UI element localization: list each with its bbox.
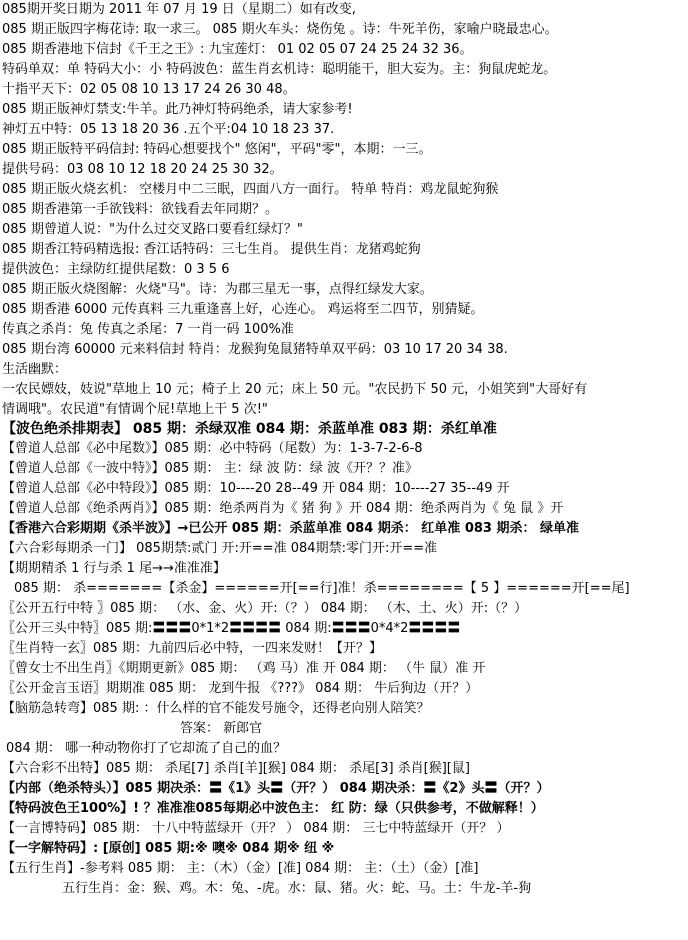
text-line: 〖公开三头中特〗085 期:〓〓〓0*1*2〓〓〓〓 084 期:〓〓〓0*4*2〓〓〓〓 bbox=[2, 621, 461, 636]
text-line: 085 期曾道人说："为什么过交叉路口要看红绿灯？" bbox=[2, 222, 303, 237]
text-line: 情调哦"。农民道"有情调个屁!草地上干 5 次!" bbox=[2, 402, 268, 417]
text-line: 生活幽默： bbox=[2, 362, 68, 377]
text-line: 【脑筋急转弯】085 期: ：什么样的官不能发号施令，还得老向别人陪笑？ bbox=[2, 701, 430, 716]
text-line: 【香港六合彩期期《杀半波》】→已公开 085 期：杀蓝单准 084 期杀： 红单准 083 期杀： 绿单准 bbox=[2, 521, 580, 536]
text-line: 【曾道人总部《必中特段》】085 期：10----20 28--49 开 084 期：10----27 35--49 开 bbox=[2, 481, 510, 496]
text-line: 085 期香港第一手欲钱料：欲钱看去年同期？。 bbox=[2, 202, 278, 217]
text-line: 085 期正版特平码信封: 特码心想要找个" 悠闲"，平码"零"，本期：一三。 bbox=[2, 142, 432, 157]
text-line: 085 期： 杀=======【杀金】======开[==行]准！杀========【 5 】======开[==尾] bbox=[14, 581, 630, 596]
text-line: 【内部（绝杀特头）】085 期决杀：〓《1》头〓（开？） 084 期决杀：〓《2》头〓（开？） bbox=[2, 781, 550, 796]
text-line: 答案： 新郎官 bbox=[180, 721, 263, 736]
text-line: 【曾道人总部《必中尾数》】085 期：必中特码（尾数）为：1-3-7-2-6-8 bbox=[2, 441, 423, 456]
text-line: 085 期台湾 60000 元来料信封 特肖：龙猴狗兔鼠猪特单双平码：03 10 17 20 34 38. bbox=[2, 342, 508, 357]
text-line: 【六合彩不出特】085 期： 杀尾[7] 杀肖[羊][猴] 084 期： 杀尾[3] 杀肖[猴][鼠] bbox=[2, 761, 470, 776]
text-line: 【一字解特码】: [原创] 085 期:※ 噢※ 084 期※ 纽 ※ bbox=[2, 841, 335, 856]
text-line: 〖公开金言玉语〗期期准 085 期： 龙到牛报 《???》 084 期： 牛后狗边（开？） bbox=[2, 681, 479, 696]
text-line: 传真之杀肖：兔 传真之杀尾：7 一肖一码 100%准 bbox=[2, 322, 294, 337]
text-line: 神灯五中特：05 13 18 20 36 .五个平:04 10 18 23 37. bbox=[2, 122, 335, 137]
text-line: 〖生肖特一玄〗085 期：九前四后必中特，一四来发财！【开？】 bbox=[2, 641, 382, 656]
text-line: 【曾道人总部《一波中特》】085 期： 主：绿 波 防：绿 波《开？？准》 bbox=[2, 461, 418, 476]
text-line: 【一言博特码】085 期： 十八中特蓝绿开（开？ ） 084 期： 三七中特蓝绿开（开？ ） bbox=[2, 821, 510, 836]
text-line: 十指平天下：02 05 08 10 13 17 24 26 30 48。 bbox=[2, 82, 296, 97]
text-line: 085 期香港地下信封《千王之王》: 九宝莲灯： 01 02 05 07 24 25 24 32 36。 bbox=[2, 42, 473, 57]
text-line: 【五行生肖】-参考料 085 期： 主：（木）（金）[准] 084 期： 主：（土）（金）[准] bbox=[2, 861, 479, 876]
text-line: 【曾道人总部《绝杀两肖》】085 期：绝杀两肖为《 猪 狗 》开 084 期：绝杀两肖为《 兔 鼠 》开 bbox=[2, 501, 564, 516]
text-line: 〖曾女士不出生肖〗《期期更新》085 期： （鸡 马）准 开 084 期： （牛 鼠）准 开 bbox=[2, 661, 486, 676]
text-line: 085 期正版火烧玄机： 空楼月中二三眠，四面八方一面行。 特单 特肖：鸡龙鼠蛇狗猴 bbox=[2, 182, 499, 197]
text-line: 提供号码：03 08 10 12 18 20 24 25 30 32。 bbox=[2, 162, 283, 177]
text-line: 【六合彩每期杀一门】 085期禁:贰门 开:开==准 084期禁:零门开:开==准 bbox=[2, 541, 438, 556]
text-line: 一农民嫖妓，妓说"草地上 10 元；椅子上 20 元；床上 50 元。"农民扔下 50 元，小姐笑到"大哥好有 bbox=[2, 382, 588, 397]
text-line: 085 期正版火烧图解：火烧"马"。诗：为郡三星无一事，点得红绿发大家。 bbox=[2, 282, 433, 297]
text-line: 【特码波色王100%】! ？准准准085每期必中波色主： 红 防：绿（只供参考，不做解释！） bbox=[2, 801, 544, 816]
text-line: 五行生肖：金：猴、鸡。木：兔、-虎。水：鼠、猪。火：蛇、马。土：牛龙-羊-狗 bbox=[62, 881, 532, 896]
text-line: 【期期精杀 1 行与杀 1 尾→→准准准】 bbox=[2, 561, 226, 576]
text-line: 084 期： 哪一种动物你打了它却流了自己的血？ bbox=[6, 741, 287, 756]
text-line: 【波色绝杀排期表】 085 期：杀绿双准 084 期：杀蓝单准 083 期：杀红单准 bbox=[2, 421, 497, 437]
text-line: 特码单双：单 特码大小：小 特码波色：蓝生肖玄机诗：聪明能干，胆大妄为。主：狗鼠虎蛇龙。 bbox=[2, 62, 557, 77]
text-line: 085 期正版四字梅花诗: 取一求三。 085 期火车头：烧伤兔 。诗：牛死羊伤，家喻户晓最忠心。 bbox=[2, 22, 558, 37]
text-line: 提供波色：主绿防红提供尾数：0 3 5 6 bbox=[2, 262, 230, 277]
text-line: 085期开奖日期为 2011 年 07 月 19 日（星期二）如有改变, bbox=[2, 2, 356, 17]
text-line: 085 期香江特码精选报: 香江话特码：三七生肖。 提供生肖：龙猪鸡蛇狗 bbox=[2, 242, 421, 257]
text-line: 〖公开五行中特 〗085 期： （水、金、火）开:（？） 084 期： （木、土、火）开:（？） bbox=[2, 601, 528, 616]
text-line: 085 期正版神灯禁支:牛羊。此乃神灯特码绝杀，请大家参考! bbox=[2, 102, 353, 117]
text-line: 085 期香港 6000 元传真料 三九重逢喜上好，心连心。 鸡运将至二四节，别猜疑。 bbox=[2, 302, 484, 317]
